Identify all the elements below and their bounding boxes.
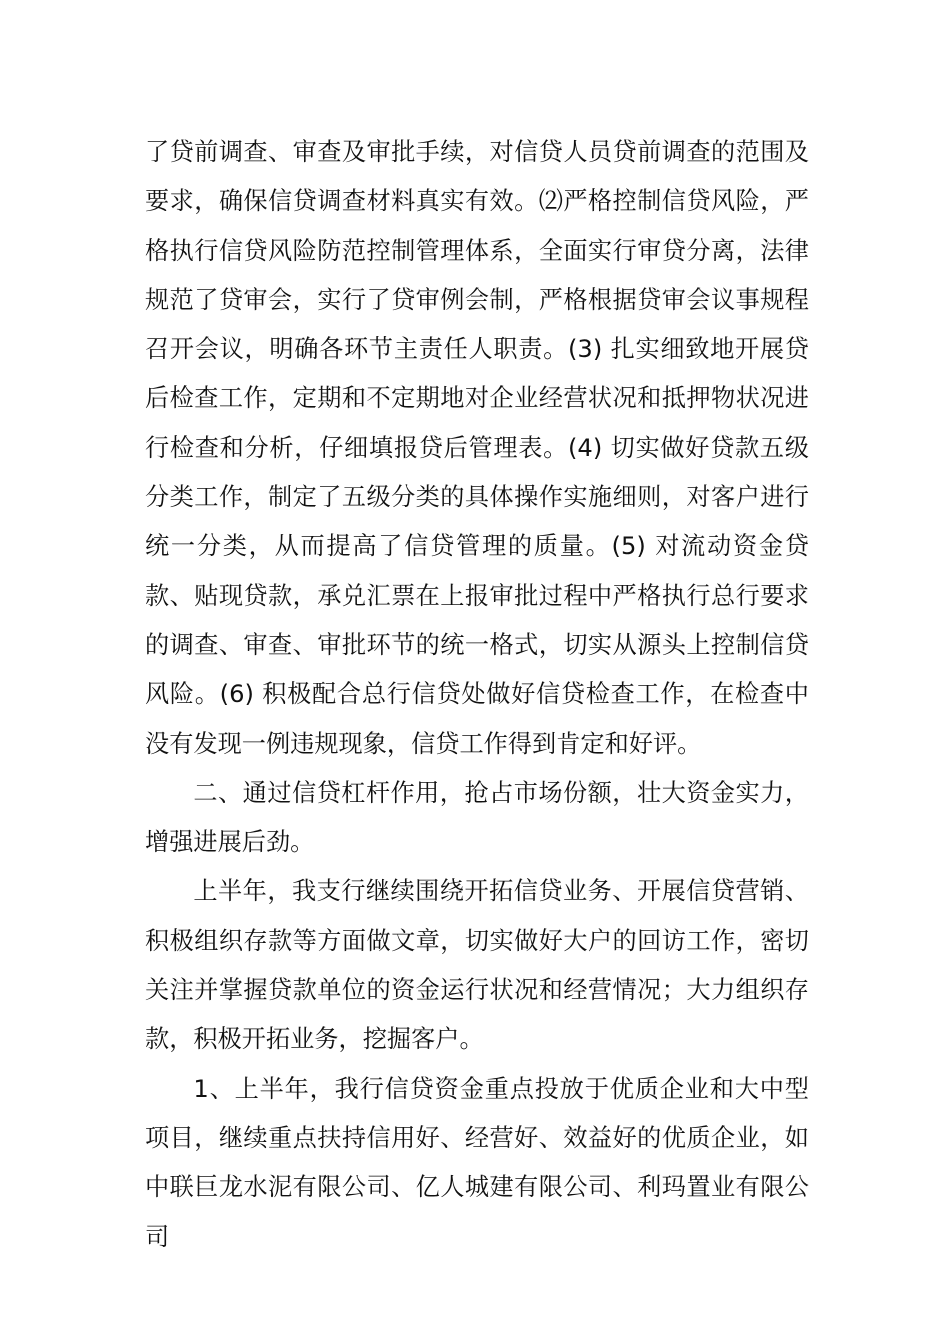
paragraph-section-two-heading: 二、通过信贷杠杆作用，抢占市场份额，壮大资金实力，增强进展后劲。: [145, 778, 809, 857]
document-body: [145, 128, 809, 1262]
paragraph-first-half-summary: 上半年，我支行继续围绕开拓信贷业务、开展信贷营销、积极组织存款等方面做文章，切实做好大户的回访工作，密切关注并掌握贷款单位的资金运行状况和经营情况；大力组织存款，积极开拓业务，挖掘客户。: [145, 877, 809, 1054]
paragraph-credit-management: 了贷前调查、审查及审批手续，对信贷人员贷前调查的范围及要求，确保信贷调查材料真实有效。⑵严格控制信贷风险，严格执行信贷风险防范控制管理体系，全面实行审贷分离，法律规范了贷审会，实行了贷审例会制，严格根据贷审会议事规程召开会议，明确各环节主责任人职责。(3) 扎实细致地开展贷后检查工作，定期和不定期地对企业经营状况和抵押物状况进行检查和分析，仔细填报贷后管理表。(4) 切实做好贷款五级分类工作，制定了五级分类的具体操作实施细则，对客户进行统一分类，从而提高了信贷管理的质量。(5) 对流动资金贷款、贴现贷款，承兑汇票在上报审批过程中严格执行总行要求的调查、审查、审批环节的统一格式，切实从源头上控制信贷风险。(6) 积极配合总行信贷处做好信贷检查工作，在检查中没有发现一例违规现象，信贷工作得到肯定和好评。: [145, 138, 809, 758]
paragraph-item-one: 1、上半年，我行信贷资金重点投放于优质企业和大中型项目，继续重点扶持信用好、经营好、效益好的优质企业，如中联巨龙水泥有限公司、亿人城建有限公司、利玛置业有限公司: [145, 1074, 809, 1251]
